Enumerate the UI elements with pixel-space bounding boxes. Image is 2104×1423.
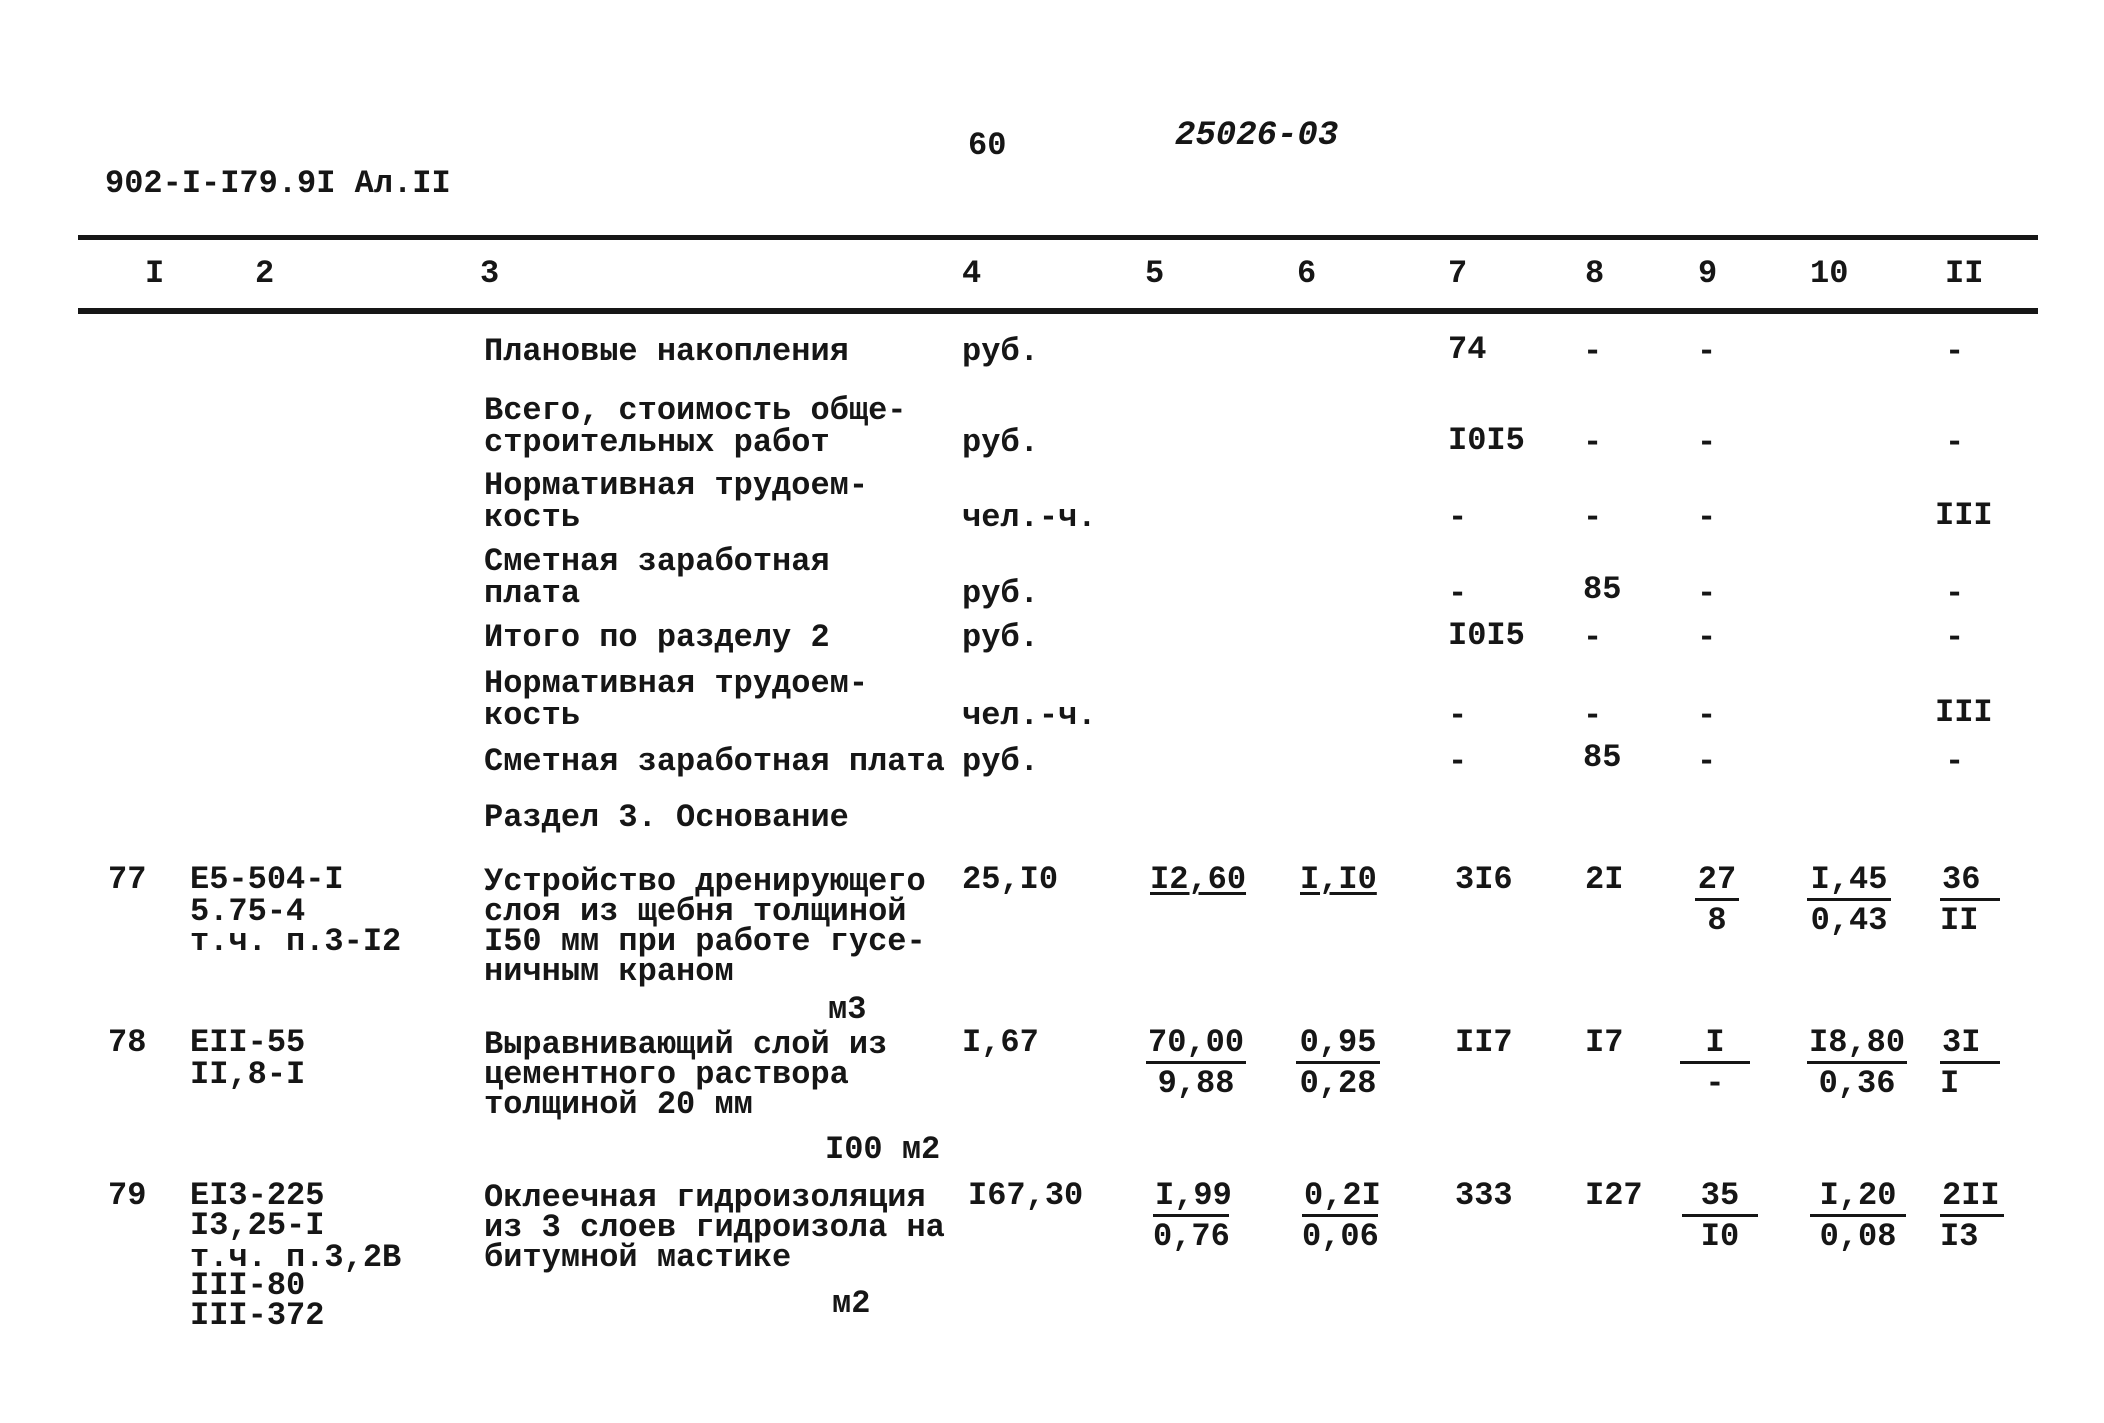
table-top-rule [78, 235, 2038, 240]
fraction-denominator: II [1940, 902, 1979, 939]
cell-col7: II7 [1455, 1024, 1513, 1061]
cell-col8: - [1583, 333, 1603, 370]
cell-col8: - [1583, 424, 1603, 461]
fraction-denominator: - [1705, 1065, 1725, 1102]
fraction-numerator: 0,2I [1302, 1180, 1378, 1217]
fraction-denominator: 0,06 [1302, 1218, 1379, 1255]
fraction-numerator: I8,80 [1807, 1027, 1907, 1064]
cell-col11: - [1945, 333, 1965, 370]
row-unit: руб. [962, 743, 1039, 780]
row-code-line2: 5.75-4 [190, 893, 306, 930]
row-unit-label: м3 [828, 991, 867, 1028]
row-number: 79 [108, 1177, 147, 1214]
archive-stamp: 25026-03 [1175, 117, 1339, 155]
row-name-line1: Нормативная трудоем- [484, 665, 869, 702]
row-unit: чел.-ч. [962, 499, 1097, 536]
row-name-line2: строительных работ [484, 424, 830, 461]
fraction-numerator: I,99 [1153, 1180, 1229, 1217]
cell-col8: - [1583, 697, 1603, 734]
fraction-denominator: I [1940, 1065, 1960, 1102]
cell-col9: - [1697, 697, 1717, 734]
row-name: Плановые накопления [484, 333, 849, 370]
fraction-numerator: 35 [1682, 1180, 1758, 1217]
cell-col6-fraction [1296, 1024, 1380, 1102]
fraction-numerator: I [1680, 1027, 1750, 1064]
row-name: Итого по разделу 2 [484, 619, 830, 656]
page-number: 60 [968, 127, 1007, 164]
cell-col11-fraction [1940, 1024, 2000, 1102]
row-desc-line3: I50 мм при работе гусе- [484, 923, 926, 960]
column-header: I [145, 255, 165, 292]
cell-col11-fraction [1940, 1177, 2004, 1255]
fraction-numerator: 2II [1940, 1180, 2004, 1217]
column-header: II [1945, 255, 1984, 292]
cell-col7: 74 [1448, 331, 1487, 368]
row-unit: руб. [962, 333, 1039, 370]
fraction-denominator: 0,36 [1818, 1065, 1896, 1102]
fraction-numerator: 70,00 [1146, 1027, 1246, 1064]
cell-col8: - [1583, 499, 1603, 536]
fraction-numerator: 0,95 [1296, 1027, 1380, 1064]
cell-col9: - [1697, 333, 1717, 370]
cell-col8: 85 [1583, 739, 1622, 776]
row-desc-line2: из 3 слоев гидроизола на [484, 1209, 945, 1246]
row-number: 78 [108, 1024, 147, 1061]
cell-col10-fraction [1810, 1177, 1906, 1255]
cell-col9: - [1697, 743, 1717, 780]
cell-col10-fraction [1807, 1024, 1907, 1102]
cell-col7: - [1448, 743, 1468, 780]
fraction-denominator: I3 [1940, 1218, 1979, 1255]
column-header: 4 [962, 255, 982, 292]
cell-col7: I0I5 [1448, 617, 1525, 654]
fraction-denominator: 0,28 [1299, 1065, 1377, 1102]
row-number: 77 [108, 861, 147, 898]
cell-col9: - [1697, 575, 1717, 612]
fraction-numerator: 3I [1940, 1027, 2000, 1064]
cell-col9-fraction [1682, 1177, 1758, 1255]
row-desc-line2: цементного раствора [484, 1056, 849, 1093]
cell-col11: - [1945, 575, 1965, 612]
row-desc-line1: Выравнивающий слой из [484, 1026, 888, 1063]
column-header: 10 [1810, 255, 1849, 292]
cell-col9: - [1697, 619, 1717, 656]
cell-col11: III [1935, 497, 1993, 534]
cell-col10-fraction [1807, 861, 1891, 939]
column-header: 7 [1448, 255, 1468, 292]
column-header: 8 [1585, 255, 1605, 292]
cell-col9: - [1697, 499, 1717, 536]
row-desc-line4: ничным краном [484, 953, 734, 990]
table-header-rule [78, 308, 2038, 314]
cell-col5-fraction [1153, 1177, 1232, 1255]
row-unit-label: I00 м2 [825, 1131, 941, 1168]
row-name-line2: кость [484, 499, 581, 536]
cell-col4: I67,30 [968, 1177, 1084, 1214]
row-unit: чел.-ч. [962, 697, 1097, 734]
cell-col9-fraction [1695, 861, 1739, 939]
row-name-line2: кость [484, 697, 581, 734]
row-desc-line2: слоя из щебня толщиной [484, 893, 907, 930]
cell-col9-fraction [1680, 1024, 1750, 1102]
cell-col11: - [1945, 424, 1965, 461]
cell-col11: - [1945, 743, 1965, 780]
cell-col8: 85 [1583, 571, 1622, 608]
row-code-line1: Е5-504-I [190, 861, 344, 898]
cell-col11: III [1935, 694, 1993, 731]
row-name: Сметная заработная плата [484, 743, 945, 780]
cell-col7: I0I5 [1448, 422, 1525, 459]
cell-col11-fraction [1940, 861, 2000, 939]
row-unit: руб. [962, 424, 1039, 461]
cell-col8: I27 [1585, 1177, 1643, 1214]
fraction-denominator: I0 [1700, 1218, 1740, 1255]
fraction-numerator: 36 [1940, 864, 2000, 901]
cell-col7: - [1448, 575, 1468, 612]
row-code-line2: II,8-I [190, 1056, 306, 1093]
column-header: 5 [1145, 255, 1165, 292]
column-header: 9 [1698, 255, 1718, 292]
row-name-line1: Нормативная трудоем- [484, 467, 869, 504]
document-code: 902-I-I79.9I Ал.II [105, 165, 451, 202]
row-name-line2: плата [484, 575, 581, 612]
section-heading: Раздел 3. Основание [484, 799, 849, 836]
fraction-denominator: 8 [1707, 902, 1727, 939]
row-code-line3: т.ч. п.3,2В [190, 1239, 402, 1276]
row-name-line1: Сметная заработная [484, 543, 830, 580]
cell-col5: I2,60 [1150, 861, 1247, 898]
cell-col9: - [1697, 424, 1717, 461]
cell-col7: - [1448, 499, 1468, 536]
fraction-denominator: 0,08 [1819, 1218, 1897, 1255]
cell-col4: I,67 [962, 1024, 1039, 1061]
row-code-line1: ЕI3-225 [190, 1177, 325, 1214]
row-code-line4: III-80 [190, 1267, 306, 1304]
column-header: 2 [255, 255, 275, 292]
fraction-numerator: I,45 [1807, 864, 1891, 901]
cell-col7: - [1448, 697, 1468, 734]
fraction-numerator: 27 [1695, 864, 1739, 901]
cell-col7: 333 [1455, 1177, 1513, 1214]
cell-col8: - [1583, 619, 1603, 656]
row-unit: руб. [962, 575, 1039, 612]
fraction-denominator: 0,76 [1153, 1218, 1230, 1255]
row-code-line5: III-372 [190, 1297, 325, 1334]
row-code-line2: I3,25-I [190, 1207, 325, 1244]
column-header: 3 [480, 255, 500, 292]
cell-col8: 2I [1585, 861, 1624, 898]
row-desc-line1: Оклеечная гидроизоляция [484, 1179, 926, 1216]
cell-col8: I7 [1585, 1024, 1624, 1061]
row-desc-line3: толщиной 20 мм [484, 1086, 753, 1123]
cell-col6: I,I0 [1300, 861, 1377, 898]
cell-col7: 3I6 [1455, 861, 1513, 898]
row-name-line1: Всего, стоимость обще- [484, 392, 907, 429]
row-code-line3: т.ч. п.3-I2 [190, 923, 402, 960]
cell-col4: 25,I0 [962, 861, 1059, 898]
row-unit: руб. [962, 619, 1039, 656]
cell-col11: - [1945, 619, 1965, 656]
cell-col5-fraction [1146, 1024, 1246, 1102]
row-unit-label: м2 [832, 1285, 871, 1322]
fraction-numerator: I,20 [1810, 1180, 1906, 1217]
cell-col6-fraction [1302, 1177, 1381, 1255]
row-desc-line1: Устройство дренирующего [484, 863, 926, 900]
fraction-denominator: 9,88 [1157, 1065, 1235, 1102]
row-desc-line3: битумной мастике [484, 1239, 792, 1276]
column-header: 6 [1297, 255, 1317, 292]
row-code-line1: ЕII-55 [190, 1024, 306, 1061]
fraction-denominator: 0,43 [1810, 902, 1888, 939]
